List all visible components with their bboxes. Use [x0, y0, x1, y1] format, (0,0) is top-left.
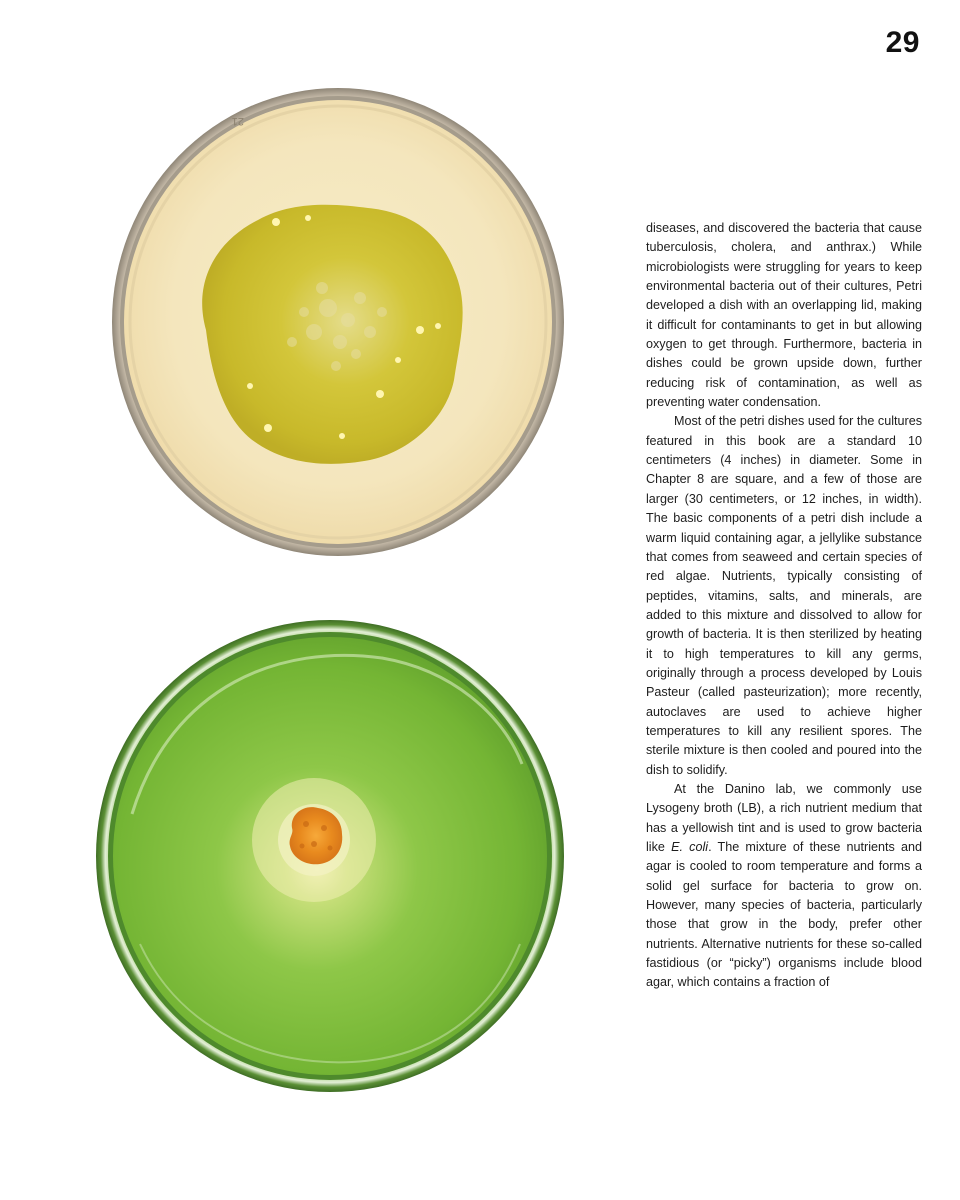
paragraph-text: . The mixture of these nutrients and agar is cooled to room temperature and forms a solid gel surface for bacteria to grow on. However, many species of bacteria, particularly those that grow in the body, prefer other nutrients. Alternative nutrients for these so-called fastidious (or “picky”) organisms include blood agar, which contains a fraction of — [646, 840, 922, 990]
plate-mark: 21 — [231, 115, 244, 127]
paragraph: Most of the petri dishes used for the cultures featured in this book are a standard 10 centimeters (4 inches) in diameter. Some in Chapter 8 are square, and a few of those are larger (30 centimeters, or 12 inches, in width). The basic components of a petri dish include a warm liquid containing agar, a jellylike substance that comes from seaweed and certain species of red algae. Nutrients, typically consisting of peptides, vitamins, salts, and minerals, are added to this mixture and dissolved to allow for growth of bacteria. It is then sterilized by heating it to high temperatures to kill any germs, originally through a process developed by Louis Pasteur (called pasteurization); more recently, autoclaves are used to achieve higher temperatures to kill any resilient spores. The sterile mixture is then cooled and poured into the dish to solidify. — [646, 414, 922, 777]
petri-dish-yellow-photo — [108, 80, 568, 560]
paragraph: diseases, and discovered the bacteria that cause tuberculosis, cholera, and anthrax.) While microbiologists were struggling for years to keep environmental bacteria out of their cultures, Petri developed a dish with an overlapping lid, making it difficult for contaminants to get in but allowing oxygen to get through. Furthermore, bacteria in dishes could be grown upside down, further reducing risk of contamination, as well as preventing water condensation. — [646, 221, 922, 410]
paragraph-text: At the Danino lab, we commonly use Lysogeny broth (LB), a rich nutrient medium that has a yellowish tint and is used to grow bacteria like — [646, 781, 922, 854]
species-name: E. coli — [671, 840, 709, 854]
page-number: 29 — [885, 26, 920, 59]
body-text-column — [646, 219, 922, 993]
petri-dish-green-photo — [92, 614, 568, 1094]
paragraph — [646, 780, 922, 993]
